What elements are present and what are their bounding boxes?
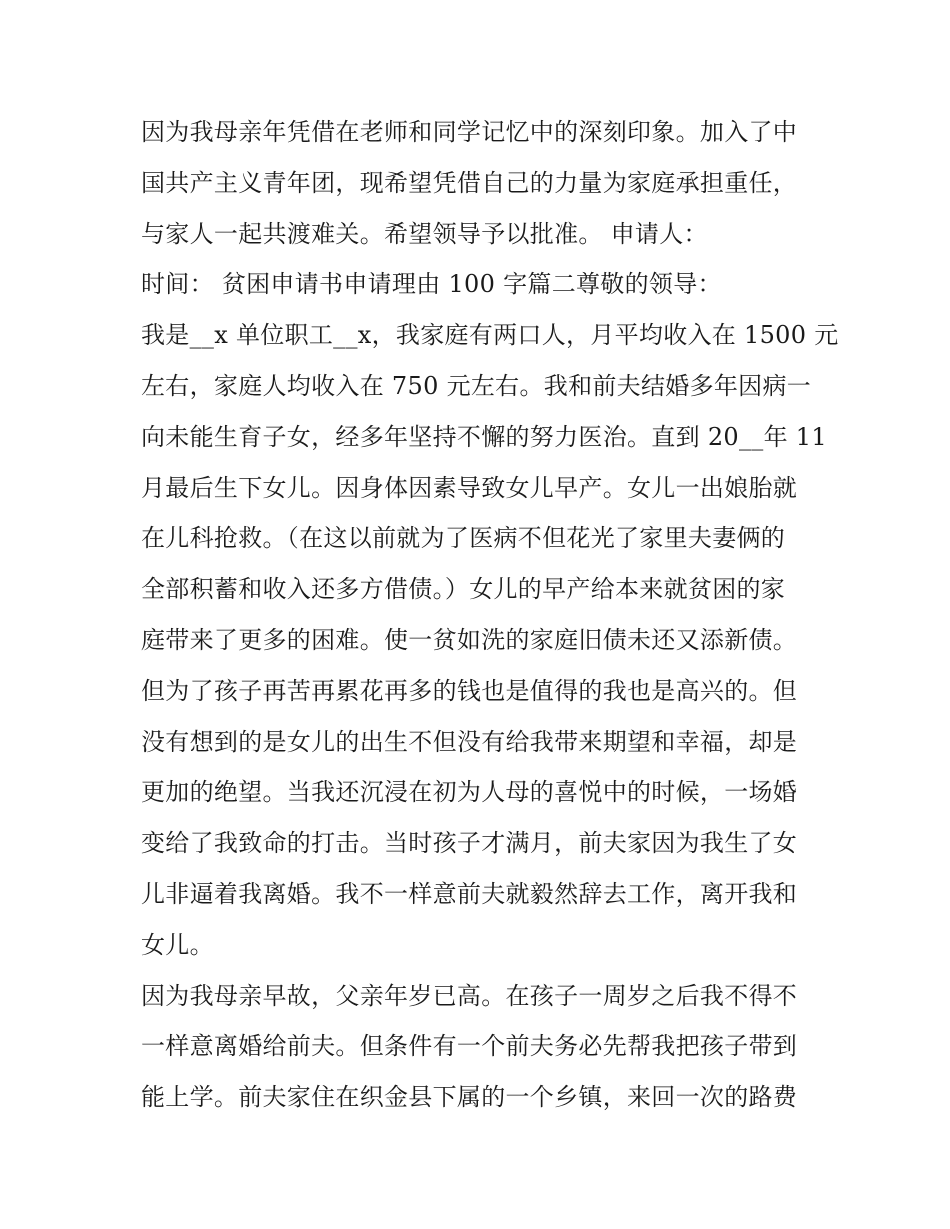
document-body (141, 107, 839, 1123)
text-line: 我是__x 单位职工__x，我家庭有两口人，月平均收入在 1500 元 (141, 321, 839, 350)
text-line: 没有想到的是女儿的出生不但没有给我带来期望和幸福，却是 (141, 727, 798, 756)
text-line: 国共产主义青年团，现希望凭借自己的力量为家庭承担重任， (141, 168, 798, 197)
text-line: 能上学。前夫家住在织金县下属的一个乡镇，来回一次的路费 (141, 1083, 798, 1112)
text-line: 因为我母亲年凭借在老师和同学记忆中的深刻印象。加入了中 (141, 118, 798, 146)
text-line: 一样意离婚给前夫。但条件有一个前夫务必先帮我把孩子带到 (141, 1032, 798, 1061)
text-line: 全部积蓄和收入还多方借债。）女儿的早产给本来就贫困的家 (141, 575, 786, 604)
text-line: 但为了孩子再苦再累花再多的钱也是值得的我也是高兴的。但 (141, 676, 798, 705)
text-line: 在儿科抢救。（在这以前就为了医病不但花光了家里夫妻俩的 (141, 524, 786, 553)
text-line: 更加的绝望。当我还沉浸在初为人母的喜悦中的时候，一场婚 (141, 778, 798, 807)
text-line: 与家人一起共渡难关。希望领导予以批准。 申请人： (141, 219, 708, 248)
text-line: 变给了我致命的打击。当时孩子才满月，前夫家因为我生了女 (141, 829, 798, 858)
text-line: 月最后生下女儿。因身体因素导致女儿早产。女儿一出娘胎就 (141, 473, 798, 502)
text-line: 庭带来了更多的困难。使一贫如洗的家庭旧债未还又添新债。 (141, 625, 798, 654)
text-line: 左右，家庭人均收入在 750 元左右。我和前夫结婚多年因病一 (141, 371, 812, 400)
text-line: 时间： 贫困申请书申请理由 100 字篇二尊敬的领导： (141, 270, 722, 299)
text-line: 女儿。 (141, 930, 214, 959)
text-line: 向未能生育子女，经多年坚持不懈的努力医治。直到 20__年 11 (141, 422, 827, 451)
text-line: 儿非逼着我离婚。我不一样意前夫就毅然辞去工作，离开我和 (141, 879, 798, 908)
text-line: 因为我母亲早故，父亲年岁已高。在孩子一周岁之后我不得不 (141, 981, 798, 1010)
